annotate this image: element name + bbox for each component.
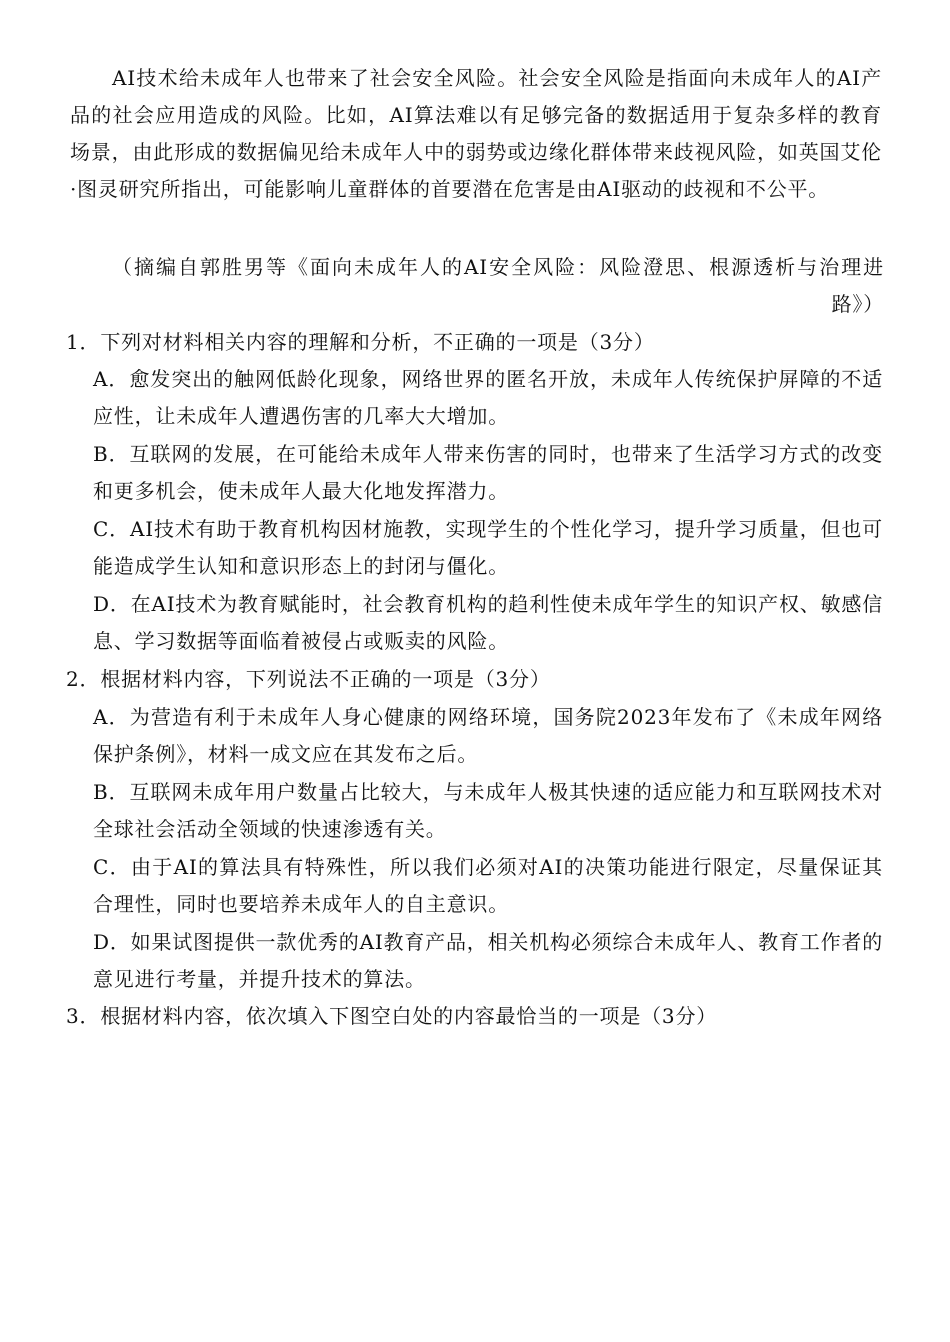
passage-paragraph: AI技术给未成年人也带来了社会安全风险。社会安全风险是指面向未成年人的AI产品的社会应用造成的风险。比如，AI算法难以有足够完备的数据适用于复杂多样的教育场景，由此形成的数据偏见给未成年人中的弱势或边缘化群体带来歧视风险，如英国艾伦·图灵研究所指出，可能影响儿童群体的首要潜在危害是由AI驱动的歧视和不公平。 [70, 66, 882, 201]
question-2-option-d: D．如果试图提供一款优秀的AI教育产品，相关机构必须综合未成年人、教育工作者的意见进行考量，并提升技术的算法。 [93, 930, 883, 991]
question-3-stem: 3．根据材料内容，依次填入下图空白处的内容最恰当的一项是（3分） [66, 1004, 718, 1028]
question-1-option-b: B．互联网的发展，在可能给未成年人带来伤害的同时，也带来了生活学习方式的改变和更多机会，使未成年人最大化地发挥潜力。 [93, 442, 883, 503]
question-1-option-a: A．愈发突出的触网低龄化现象，网络世界的匿名开放，未成年人传统保护屏障的不适应性，让未成年人遭遇伤害的几率大大增加。 [93, 367, 883, 428]
question-2-stem: 2．根据材料内容，下列说法不正确的一项是（3分） [66, 667, 551, 691]
question-1-option-c: C．AI技术有助于教育机构因材施教，实现学生的个性化学习，提升学习质量，但也可能造成学生认知和意识形态上的封闭与僵化。 [93, 517, 883, 578]
question-1-option-d: D．在AI技术为教育赋能时，社会教育机构的趋利性使未成年学生的知识产权、敏感信息、学习数据等面临着被侵占或贩卖的风险。 [93, 592, 883, 653]
question-1-stem: 1．下列对材料相关内容的理解和分析，不正确的一项是（3分） [66, 330, 655, 354]
passage-source: （摘编自郭胜男等《面向未成年人的AI安全风险：风险澄思、根源透析与治理进路》） [112, 255, 884, 316]
question-2-option-c: C．由于AI的算法具有特殊性，所以我们必须对AI的决策功能进行限定，尽量保证其合理性，同时也要培养未成年人的自主意识。 [93, 855, 883, 916]
question-2-option-a: A．为营造有利于未成年人身心健康的网络环境，国务院2023年发布了《未成年网络保护条例》，材料一成文应在其发布之后。 [93, 705, 883, 766]
question-2-option-b: B．互联网未成年用户数量占比较大，与未成年人极其快速的适应能力和互联网技术对全球社会活动全领域的快速渗透有关。 [93, 780, 883, 841]
